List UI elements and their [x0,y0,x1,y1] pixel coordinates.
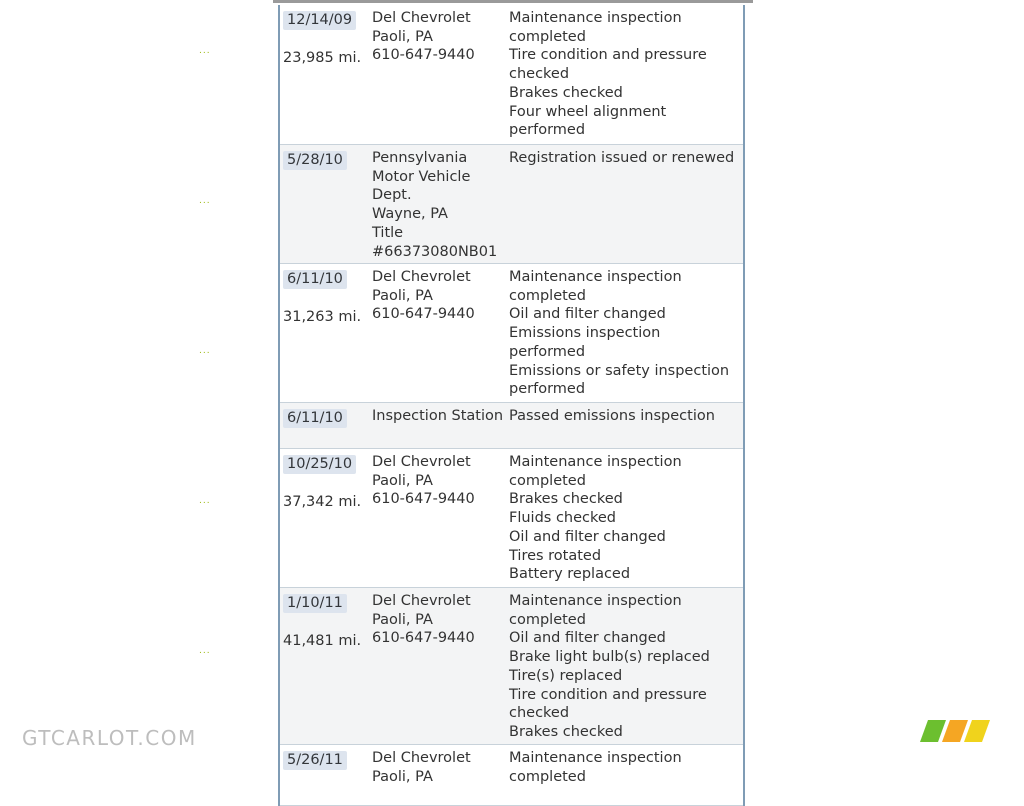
record-detail-line: Maintenance inspection [509,10,682,26]
record-source-line: Del Chevrolet [372,10,471,26]
record-detail-line: checked [509,705,570,722]
record-date: 5/28/10 [283,151,347,170]
record-source-line: 610-647-9440 [372,47,475,64]
history-record [280,5,743,145]
side-marker: ... [199,496,211,506]
record-detail-line: Emissions inspection [509,325,661,342]
record-detail-line: performed [509,343,586,360]
record-date-cell [280,745,372,805]
record-details-cell [509,145,743,263]
record-detail-line: Maintenance inspection [509,750,682,766]
record-detail-line: completed [509,287,586,304]
brand-logo [920,720,998,742]
logo-stripe [964,720,990,742]
record-source-line: Dept. [372,187,412,204]
record-date: 5/26/11 [283,751,347,770]
record-date-cell [280,403,372,448]
record-date-cell [280,264,372,402]
record-source-line: Paoli, PA [372,472,433,489]
record-detail-line: Brakes checked [509,84,623,101]
record-date: 12/14/09 [283,11,356,30]
top-divider [273,0,753,3]
side-marker: ... [199,346,211,356]
record-source-line: Paoli, PA [372,611,433,628]
record-source-cell [372,264,509,402]
record-source-line: Inspection Station [372,408,504,424]
side-marker: ... [199,46,211,56]
history-record [280,145,743,264]
record-detail-line: Maintenance inspection [509,593,682,609]
record-date-cell [280,5,372,144]
record-detail-line: Brake light bulb(s) replaced [509,649,710,666]
record-date: 6/11/10 [283,270,347,289]
record-detail-line: Passed emissions inspection [509,408,715,424]
record-date-cell [280,588,372,744]
record-source-cell [372,745,509,805]
record-details-cell [509,403,743,448]
history-record [280,588,743,745]
record-detail-line: Tire condition and pressure [509,686,707,703]
record-source-line: 610-647-9440 [372,630,475,647]
vehicle-history-table [278,5,745,806]
record-source-cell [372,403,509,448]
record-source-cell [372,145,509,263]
record-detail-line: Fluids checked [509,510,617,527]
history-record [280,449,743,588]
record-source-cell [372,588,509,744]
record-source-line: Title [372,224,404,241]
record-source-cell [372,449,509,587]
side-marker: ... [199,196,211,206]
record-details-cell [509,449,743,587]
record-source-line: Paoli, PA [372,768,433,785]
record-source-line: Paoli, PA [372,28,433,45]
record-mileage: 23,985 mi. [283,50,362,66]
history-record [280,264,743,403]
record-mileage: 41,481 mi. [283,633,362,649]
record-detail-line: Brakes checked [509,491,623,508]
record-date: 10/25/10 [283,455,356,474]
record-source-line: Del Chevrolet [372,750,471,766]
record-date-cell [280,449,372,587]
history-record [280,745,743,806]
record-detail-line: Battery replaced [509,566,631,583]
record-detail-line: performed [509,381,586,398]
record-detail-line: completed [509,768,586,785]
record-details-cell [509,5,743,144]
record-detail-line: Oil and filter changed [509,306,666,323]
record-source-line: #66373080NB01 [372,243,498,260]
record-details-cell [509,745,743,805]
record-source-line: Motor Vehicle [372,168,471,185]
record-date-cell [280,145,372,263]
record-detail-line: Emissions or safety inspection [509,362,730,379]
watermark: GTCARLOT.COM [22,726,197,750]
record-detail-line: Four wheel alignment [509,103,667,120]
record-details-cell [509,588,743,744]
record-detail-line: performed [509,122,586,139]
record-source-cell [372,5,509,144]
record-source-line: Paoli, PA [372,287,433,304]
record-date: 1/10/11 [283,594,347,613]
history-record [280,403,743,449]
record-source-line: Del Chevrolet [372,593,471,609]
logo-stripe [942,720,968,742]
record-detail-line: Oil and filter changed [509,528,666,545]
record-source-line: 610-647-9440 [372,306,475,323]
record-source-line: Del Chevrolet [372,454,471,470]
record-detail-line: Registration issued or renewed [509,150,735,166]
record-detail-line: checked [509,66,570,83]
record-detail-line: completed [509,472,586,489]
record-detail-line: completed [509,611,586,628]
record-detail-line: Tires rotated [509,547,602,564]
record-detail-line: Tire condition and pressure [509,47,707,64]
side-marker: ... [199,646,211,656]
record-mileage: 37,342 mi. [283,494,362,510]
record-detail-line: Tire(s) replaced [509,667,623,684]
record-date: 6/11/10 [283,409,347,428]
record-details-cell [509,264,743,402]
record-detail-line: Maintenance inspection [509,269,682,285]
record-detail-line: Brakes checked [509,723,623,740]
record-detail-line: Maintenance inspection [509,454,682,470]
record-source-line: 610-647-9440 [372,491,475,508]
record-mileage: 31,263 mi. [283,309,362,325]
record-detail-line: completed [509,28,586,45]
logo-stripe [920,720,946,742]
record-source-line: Wayne, PA [372,206,448,223]
record-source-line: Del Chevrolet [372,269,471,285]
record-source-line: Pennsylvania [372,150,468,166]
record-detail-line: Oil and filter changed [509,630,666,647]
